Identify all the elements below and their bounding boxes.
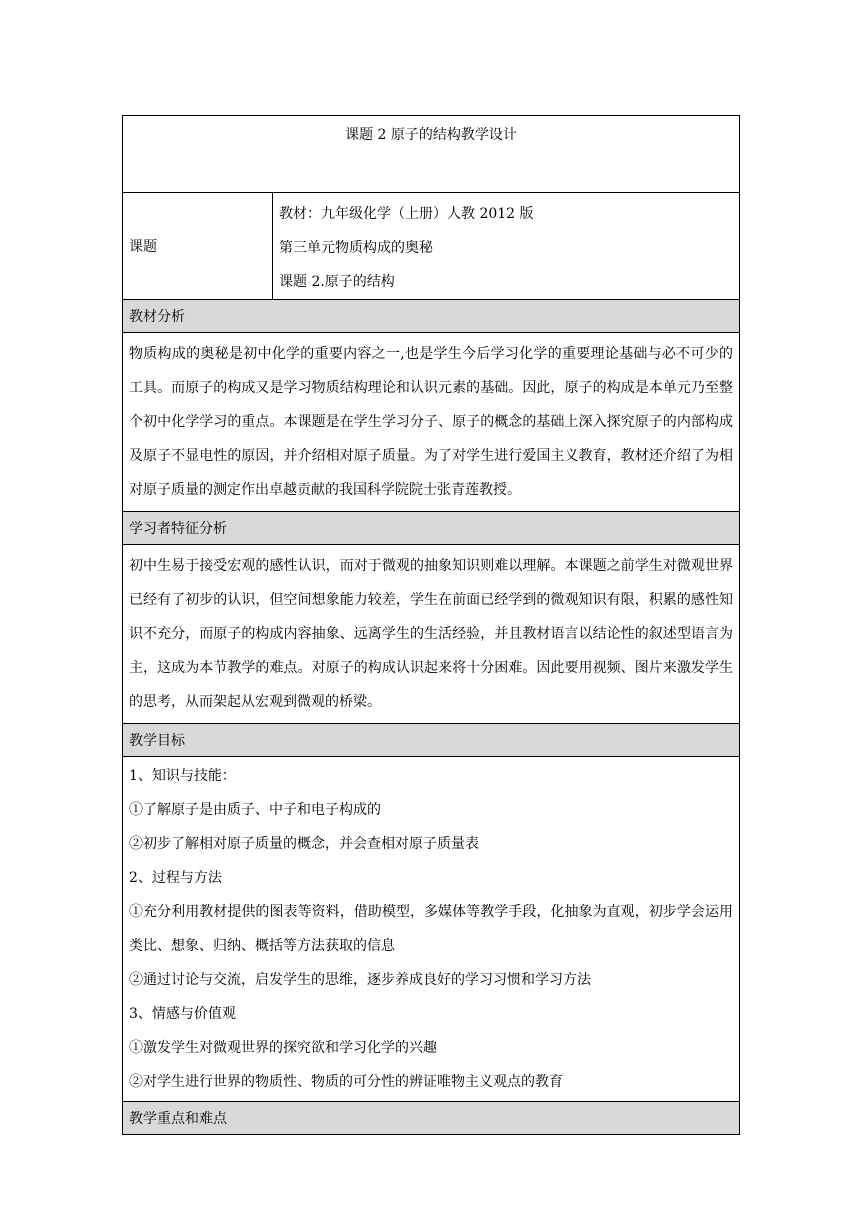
goal-line: ②对学生进行世界的物质性、物质的可分性的辨证唯物主义观点的教育 <box>129 1074 563 1090</box>
course-info <box>273 193 740 300</box>
goal-line: ①激发学生对微观世界的探究欲和学习化学的兴趣 <box>129 1040 437 1056</box>
lesson-plan-table <box>122 115 740 1135</box>
goal-line: ②通过讨论与交流，启发学生的思维，逐步养成良好的学习习惯和学习方法 <box>129 972 591 988</box>
key-points-heading: 教学重点和难点 <box>123 1102 740 1135</box>
goal-line: ②初步了解相对原子质量的概念，并会查相对原子质量表 <box>129 836 479 852</box>
material-analysis-text: 物质构成的奥秘是初中化学的重要内容之一,也是学生今后学习化学的重要理论基础与必不可少的工具。而原子的构成又是学习物质结构理论和认识元素的基础。因此，原子的构成是本单元乃至整个初中化学学习的重点。本课题是在学生学习分子、原子的概念的基础上深入探究原子的内部构成及原子不显电性的原因，并介绍相对原子质量。为了对学生进行爱国主义教育，教材还介绍了为相对原子质量的测定作出卓越贡献的我国科学院院士张青莲教授。 <box>123 333 740 512</box>
goal-line: 1、知识与技能： <box>129 768 236 784</box>
learner-analysis-heading: 学习者特征分析 <box>123 512 740 545</box>
key-points-head-row <box>123 1102 740 1135</box>
material-analysis-head-row <box>123 300 740 333</box>
unit-line: 第三单元物质构成的奥秘 <box>279 240 433 256</box>
material-analysis-row <box>123 333 740 512</box>
learner-analysis-text: 初中生易于接受宏观的感性认识，而对于微观的抽象知识则难以理解。本课题之前学生对微观世界已经有了初步的认识，但空间想象能力较差，学生在前面已经学到的微观知识有限，积累的感性知识不充分，而原子的构成内容抽象、远离学生的生活经验，并且教材语言以结论性的叙述型语言为主，这成为本节教学的难点。对原子的构成认识起来将十分困难。因此要用视频、图片来激发学生的思考，从而架起从宏观到微观的桥梁。 <box>123 545 740 724</box>
document-title: 课题 2 原子的结构教学设计 <box>123 116 740 193</box>
topic-line: 课题 2.原子的结构 <box>279 274 395 290</box>
goal-line: ①充分利用教材提供的图表等资料，借助模型，多媒体等教学手段，化抽象为直观，初步学会运用类比、想象、归纳、概括等方法获取的信息 <box>129 904 733 954</box>
course-label: 课题 <box>123 193 273 300</box>
goal-line: 3、情感与价值观 <box>129 1006 236 1022</box>
teaching-goals-list <box>123 757 740 1102</box>
teaching-goals-row <box>123 757 740 1102</box>
learner-analysis-head-row <box>123 512 740 545</box>
teaching-goals-head-row <box>123 724 740 757</box>
title-row <box>123 116 740 193</box>
teaching-goals-heading: 教学目标 <box>123 724 740 757</box>
material-analysis-heading: 教材分析 <box>123 300 740 333</box>
textbook-line: 教材：九年级化学（上册）人教 2012 版 <box>279 206 534 222</box>
goal-line: 2、过程与方法 <box>129 870 222 886</box>
goal-line: ①了解原子是由质子、中子和电子构成的 <box>129 802 381 818</box>
learner-analysis-row <box>123 545 740 724</box>
course-row <box>123 193 740 300</box>
